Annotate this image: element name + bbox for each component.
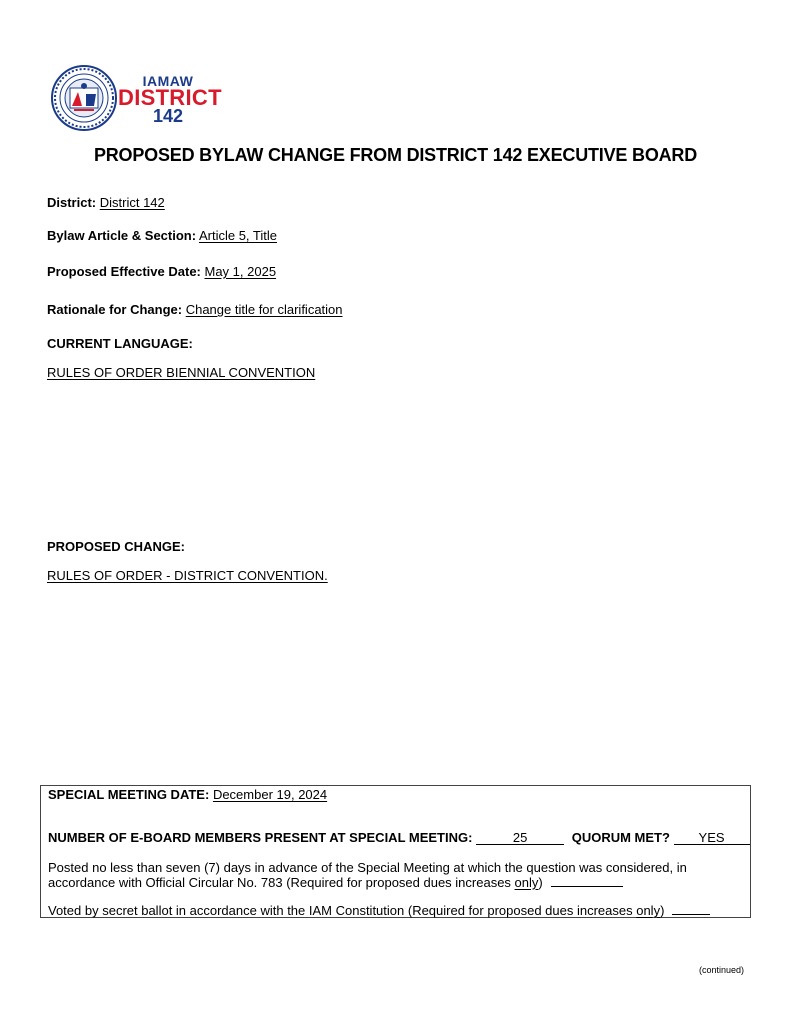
- ballot-close-paren: ): [660, 903, 665, 918]
- logo-district-text: DISTRICT: [118, 85, 222, 110]
- bylaw-article-field: [47, 228, 277, 243]
- meeting-date-value: December 19, 2024: [212, 787, 328, 802]
- continued-note: (continued): [698, 965, 744, 975]
- secret-ballot-row: [48, 903, 753, 918]
- quorum-label: QUORUM MET?: [571, 830, 670, 845]
- members-present-label: NUMBER OF E-BOARD MEMBERS PRESENT AT SPECIAL MEETING:: [48, 830, 473, 845]
- effective-date-value: May 1, 2025: [204, 264, 277, 279]
- effective-date-field: [47, 264, 276, 279]
- logo-wordmark: [118, 73, 222, 126]
- iamaw-district-142-logo: [50, 64, 220, 132]
- document-title: PROPOSED BYLAW CHANGE FROM DISTRICT 142 EXECUTIVE BOARD: [93, 145, 698, 165]
- current-language-text: RULES OF ORDER BIENNIAL CONVENTION: [47, 365, 316, 380]
- logo-number-text: 142: [152, 106, 184, 126]
- bylaw-article-label: Bylaw Article & Section:: [47, 228, 197, 243]
- special-meeting-box: [40, 785, 751, 918]
- secret-ballot-blank: [672, 914, 710, 915]
- rationale-value: Change title for clarification: [185, 302, 343, 317]
- meeting-date-label: SPECIAL MEETING DATE:: [48, 787, 210, 802]
- ballot-only-text: only: [636, 903, 661, 918]
- iam-seal-icon: [50, 64, 118, 132]
- posted-notice-line1: Posted no less than seven (7) days in advance of the Special Meeting at which the question was considered, in: [48, 860, 687, 875]
- district-value: District 142: [99, 195, 165, 210]
- members-present-row: [48, 830, 750, 845]
- secret-ballot-text: Voted by secret ballot in accordance with the IAM Constitution (Required for proposed dues increases: [48, 903, 637, 918]
- meeting-date-row: [48, 787, 327, 802]
- posted-notice-blank: [551, 886, 623, 887]
- posted-notice-line2: accordance with Official Circular No. 783 (Required for proposed dues increases: [48, 875, 515, 890]
- proposed-change-text: RULES OF ORDER - DISTRICT CONVENTION.: [47, 568, 328, 583]
- rationale-label: Rationale for Change:: [47, 302, 183, 317]
- current-language-heading: CURRENT LANGUAGE:: [47, 336, 193, 351]
- posted-close-paren: ): [538, 875, 543, 890]
- district-label: District:: [47, 195, 97, 210]
- logo-iamaw-text: IAMAW: [142, 73, 194, 89]
- bylaw-article-value: Article 5, Title: [198, 228, 277, 243]
- posted-only-text: only: [514, 875, 539, 890]
- effective-date-label: Proposed Effective Date:: [47, 264, 201, 279]
- rationale-field: [47, 302, 343, 317]
- district-field: [47, 195, 165, 210]
- quorum-value: YES: [674, 831, 750, 845]
- posted-notice-row: [48, 860, 738, 890]
- proposed-change-heading: PROPOSED CHANGE:: [47, 539, 185, 554]
- members-present-value: 25: [476, 831, 564, 845]
